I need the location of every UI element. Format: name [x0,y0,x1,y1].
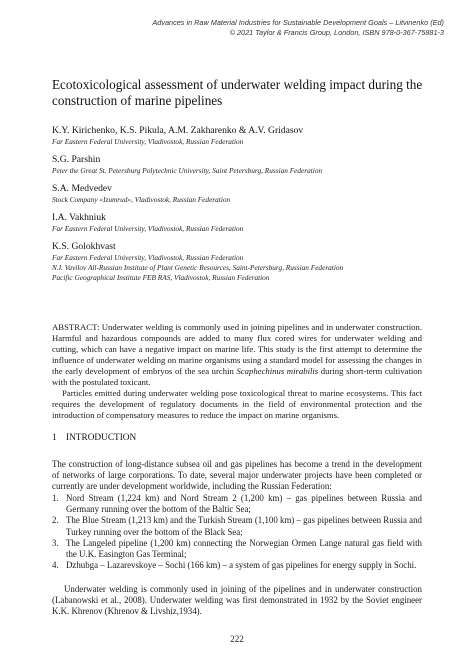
author-affiliation: N.I. Vavilov All-Russian Institute of Plant Genetic Resources, Saint-Petersburg, Russian Federation [52,263,344,272]
author-affiliation: Peter the Great St. Petersburg Polytechnic University, Saint Petersburg, Russian Federation [52,166,323,175]
section-number: 1 [52,433,57,443]
list-item [52,493,422,515]
author-group-1 [52,125,442,147]
running-header [152,18,444,38]
header-copyright: © 2021 Taylor & Francis Group, London, ISBN 978-0-367-75881-3 [229,28,444,37]
intro-paragraph-1: The construction of long-distance subsea oil and gas pipelines has become a trend in the development of networks of large corporations. To date, several major underwater projects have been completed or currently are under development worldwide, including the Russian Federation: [52,459,422,492]
author-names: I.A. Vakhniuk [52,212,106,223]
pipeline-list [52,493,422,571]
author-names: S.A. Medvedev [52,183,112,194]
abstract-paragraph-1 [52,322,422,388]
list-item-text: Nord Stream (1,224 km) and Nord Stream 2 (1,200 km) – gas pipelines between Russia and Germany running over the bottom of the Baltic Sea; [66,493,422,515]
author-affiliation: Far Eastern Federal University, Vladivostok, Russian Federation [52,253,244,262]
author-affiliation: Far Eastern Federal University, Vladivostok, Russian Federation [52,224,244,233]
author-names: K.S. Golokhvast [52,241,116,252]
author-group-2 [52,154,442,176]
paper-title: Ecotoxicological assessment of underwater welding impact during the construction of marine pipelines [52,77,423,108]
abstract-text: ABSTRACT: Underwater welding is commonly used in joining pipelines and in underwater construction. Harmful and hazardous compounds are added to many flux cored wires for underwater welding and cutting, which can have a negative impact on marine life. This study is the first attempt to determine the influence of underwater welding on marine organisms using a standard model for assessing the changes in the early development of embryos of the sea urchin [52,322,422,376]
list-item-number: 1. [52,493,59,503]
abstract [52,322,422,421]
author-group-4 [52,212,442,234]
header-book-title: Advances in Raw Material Industries for Sustainable Development Goals – Litvinenko (Ed) [152,18,444,27]
abstract-paragraph-2: Particles emitted during underwater welding pose toxicological threat to marine ecosystems. This fact requires the development of regulatory documents in the field of environmental protection and the introduction of compensatory measures to reduce the impact on marine organisms. [52,388,422,420]
abstract-text: during short-term cultivation with the postulated toxicant. [52,366,422,387]
list-item-number: 4. [52,560,59,571]
intro-paragraph-2: Underwater welding is commonly used in joining of the pipelines and in underwater construction (Labanowski et al., 2008). Underwater welding was first demonstrated in 1932 by the Soviet engineer K.K. Khrenov (Khrenov & Livshiz,1934). [52,584,422,617]
list-item-text: Dzhubga – Lazarevskoye – Sochi (166 km) – a system of gas pipelines for energy supply in Sochi. [66,560,417,571]
author-names: K.Y. Kirichenko, K.S. Pikula, A.M. Zakharenko & A.V. Gridasov [52,125,304,136]
section-title: INTRODUCTION [66,433,137,443]
author-names: S.G. Parshin [52,154,101,165]
author-affiliation: Pacific Geographical Institute FEB RAS, Vladivostok, Russian Federation [52,273,270,282]
page-number: 222 [230,634,244,644]
author-group-3 [52,183,442,205]
list-item-number: 3. [52,537,59,548]
list-item-number: 2. [52,515,59,526]
list-item [52,515,422,537]
list-item [52,538,422,560]
author-affiliation: Far Eastern Federal University, Vladivostok, Russian Federation [52,137,244,146]
list-item [52,560,422,571]
species-name: Scaphechinus mirabilis [236,366,319,376]
list-item-text: The Langeled pipeline (1,200 km) connecting the Norwegian Ormen Lange natural gas field with the U.K. Easington Gas Terminal; [66,537,422,560]
author-affiliation: Stock Company «Izumrud», Vladivostok, Russian Federation [52,195,231,204]
list-item-text: The Blue Stream (1,213 km) and the Turkish Stream (1,100 km) – gas pipelines between Russia and Turkey running over the bottom of the Black Sea; [66,515,422,537]
section-heading [52,433,136,443]
author-group-5 [52,241,442,283]
